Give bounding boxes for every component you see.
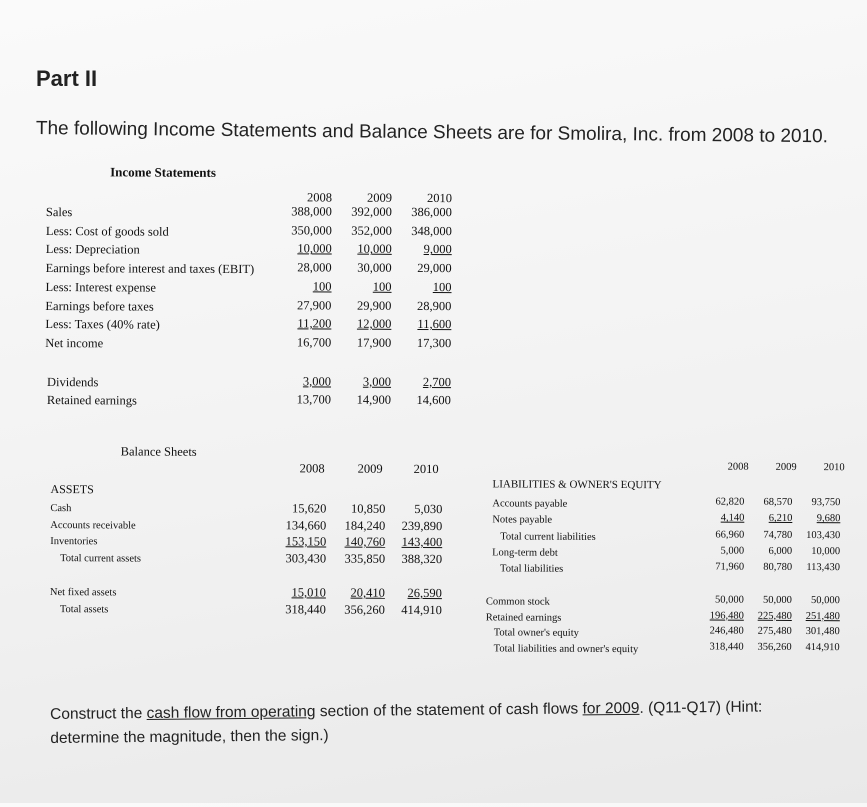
row-value: 10,000 — [357, 242, 392, 257]
row-value: 356,260 — [344, 602, 385, 617]
row-value: 11,200 — [297, 316, 332, 331]
row-value: 29,000 — [417, 261, 452, 276]
liabilities-heading: LIABILITIES & OWNER'S EQUITY — [492, 478, 662, 492]
row-value: 12,000 — [356, 316, 392, 332]
row-value: 29,900 — [357, 298, 392, 313]
row-value: 30,000 — [357, 260, 392, 275]
row-value: 414,910 — [805, 641, 840, 653]
row-label: Less: Taxes (40% rate) — [45, 317, 160, 332]
bs-year-header: 2008 — [299, 461, 325, 476]
retained-value: 14,900 — [356, 392, 391, 407]
row-label: Earnings before taxes — [45, 298, 154, 314]
row-value: 350,000 — [291, 223, 332, 238]
row-value: 140,760 — [344, 534, 386, 549]
is-year-header: 2010 — [426, 191, 453, 206]
row-value: 225,480 — [757, 610, 792, 622]
intro-text: The following Income Statements and Balance Sheets are for Smolira, Inc. from 2008 to 2010. — [35, 118, 829, 148]
row-value: 100 — [432, 279, 452, 294]
row-value: 74,780 — [763, 529, 793, 541]
row-label: Long-term debt — [492, 547, 558, 559]
bs-year-header: 2010 — [413, 461, 439, 477]
row-value: 93,750 — [811, 497, 841, 509]
row-value: 348,000 — [411, 223, 452, 238]
row-value: 26,590 — [407, 585, 442, 601]
row-value: 11,600 — [417, 317, 452, 332]
row-label: Notes payable — [492, 514, 553, 526]
row-label: Accounts payable — [492, 498, 568, 510]
is-year-header: 2008 — [306, 190, 333, 205]
row-value: 100 — [312, 279, 332, 294]
row-label: Cash — [50, 503, 72, 515]
row-label: Common stock — [485, 596, 550, 608]
row-value: 103,430 — [806, 529, 841, 541]
row-value: 80,780 — [763, 561, 793, 574]
row-label: Net income — [45, 335, 104, 351]
row-value: 239,890 — [401, 518, 443, 533]
row-value: 6,210 — [768, 513, 793, 525]
row-label: Less: Interest expense — [45, 279, 156, 295]
row-label: Total liabilities — [500, 563, 564, 575]
row-label: Total current assets — [60, 552, 142, 565]
row-value: 5,000 — [720, 545, 745, 557]
dividends-value: 3,000 — [362, 374, 392, 389]
row-label: Less: Depreciation — [45, 242, 140, 257]
row-label: Total assets — [59, 603, 109, 615]
row-value: 17,900 — [356, 335, 392, 350]
part-title: Part II — [36, 66, 98, 91]
row-value: 4,140 — [720, 512, 745, 524]
row-value: 303,430 — [285, 550, 327, 566]
retained-value: 13,700 — [296, 392, 331, 407]
row-value: 15,010 — [291, 585, 326, 600]
row-value: 50,000 — [811, 595, 840, 607]
row-value: 386,000 — [411, 204, 452, 220]
row-value: 335,850 — [344, 551, 386, 566]
balance-sheet-title: Balance Sheets — [120, 444, 197, 459]
row-value: 68,570 — [763, 496, 793, 508]
row-value: 392,000 — [351, 204, 392, 219]
row-value: 10,000 — [811, 545, 841, 558]
dividends-value: 3,000 — [302, 374, 332, 389]
row-value: 318,440 — [709, 641, 744, 653]
row-value: 143,400 — [401, 534, 443, 550]
bs-liab-year-header: 2009 — [775, 461, 797, 473]
bs-liab-year-header: 2010 — [823, 462, 845, 474]
row-label: Earnings before interest and taxes (EBIT) — [45, 261, 255, 277]
row-value: 6,000 — [768, 545, 793, 557]
retained-value: 14,600 — [416, 392, 451, 408]
row-value: 10,000 — [297, 241, 332, 256]
cash-flow-link[interactable]: cash flow from operating — [146, 703, 316, 722]
row-value: 113,430 — [806, 562, 841, 574]
row-value: 184,240 — [344, 518, 386, 533]
row-value: 16,700 — [296, 335, 332, 350]
row-value: 17,300 — [416, 335, 452, 351]
row-value: 62,820 — [715, 496, 745, 508]
row-value: 414,910 — [401, 602, 442, 617]
row-label: Sales — [45, 205, 73, 220]
row-value: 27,900 — [297, 297, 332, 313]
row-value: 388,320 — [401, 551, 443, 566]
row-value: 28,000 — [297, 260, 332, 275]
is-year-header: 2009 — [366, 190, 393, 205]
row-value: 28,900 — [417, 298, 452, 313]
row-value: 50,000 — [763, 594, 792, 606]
row-value: 196,480 — [709, 610, 744, 622]
question-part: . (Q11-Q17) (Hint: determine the magnitude, then the sign.) — [50, 698, 763, 747]
dividends-value: 2,700 — [422, 375, 452, 390]
bs-liab-year-header: 2008 — [727, 461, 749, 473]
row-label: Total current liabilities — [500, 531, 596, 543]
row-label: Total liabilities and owner's equity — [493, 642, 639, 655]
row-value: 100 — [372, 279, 392, 294]
row-value: 10,850 — [350, 501, 386, 516]
row-value: 356,260 — [757, 641, 792, 653]
question-part: section of the statement of cash flows — [315, 700, 583, 721]
row-value: 66,960 — [715, 529, 745, 541]
row-value: 20,410 — [350, 585, 385, 600]
income-statement-title: Income Statements — [110, 164, 216, 180]
row-value: 15,620 — [291, 501, 327, 516]
bs-year-header: 2009 — [357, 461, 383, 476]
row-label: Retained earnings — [485, 611, 562, 624]
dividends-label: Dividends — [47, 375, 99, 390]
row-label: Net fixed assets — [49, 587, 117, 599]
row-value: 134,660 — [285, 517, 327, 533]
row-value: 318,440 — [285, 601, 326, 617]
row-value: 301,480 — [805, 626, 840, 638]
row-label: Inventories — [50, 536, 98, 548]
row-value: 9,000 — [423, 242, 452, 257]
row-value: 71,960 — [715, 561, 745, 573]
row-label: Total owner's equity — [493, 627, 579, 639]
assets-heading: ASSETS — [50, 482, 94, 497]
row-value: 50,000 — [715, 594, 744, 606]
row-value: 352,000 — [351, 223, 392, 238]
row-value: 388,000 — [291, 204, 332, 219]
row-label: Less: Cost of goods sold — [45, 223, 169, 239]
row-value: 9,680 — [816, 513, 841, 525]
row-value: 153,150 — [285, 534, 327, 549]
row-value: 251,480 — [805, 610, 840, 622]
row-value: 275,480 — [757, 625, 792, 637]
question-part: Construct the — [50, 704, 147, 723]
retained-label: Retained earnings — [46, 393, 137, 408]
row-value: 246,480 — [709, 625, 744, 637]
row-label: Accounts receivable — [50, 519, 136, 532]
row-value: 5,030 — [414, 501, 443, 517]
year-2009-link[interactable]: for 2009 — [582, 699, 640, 718]
question-text — [50, 695, 830, 751]
